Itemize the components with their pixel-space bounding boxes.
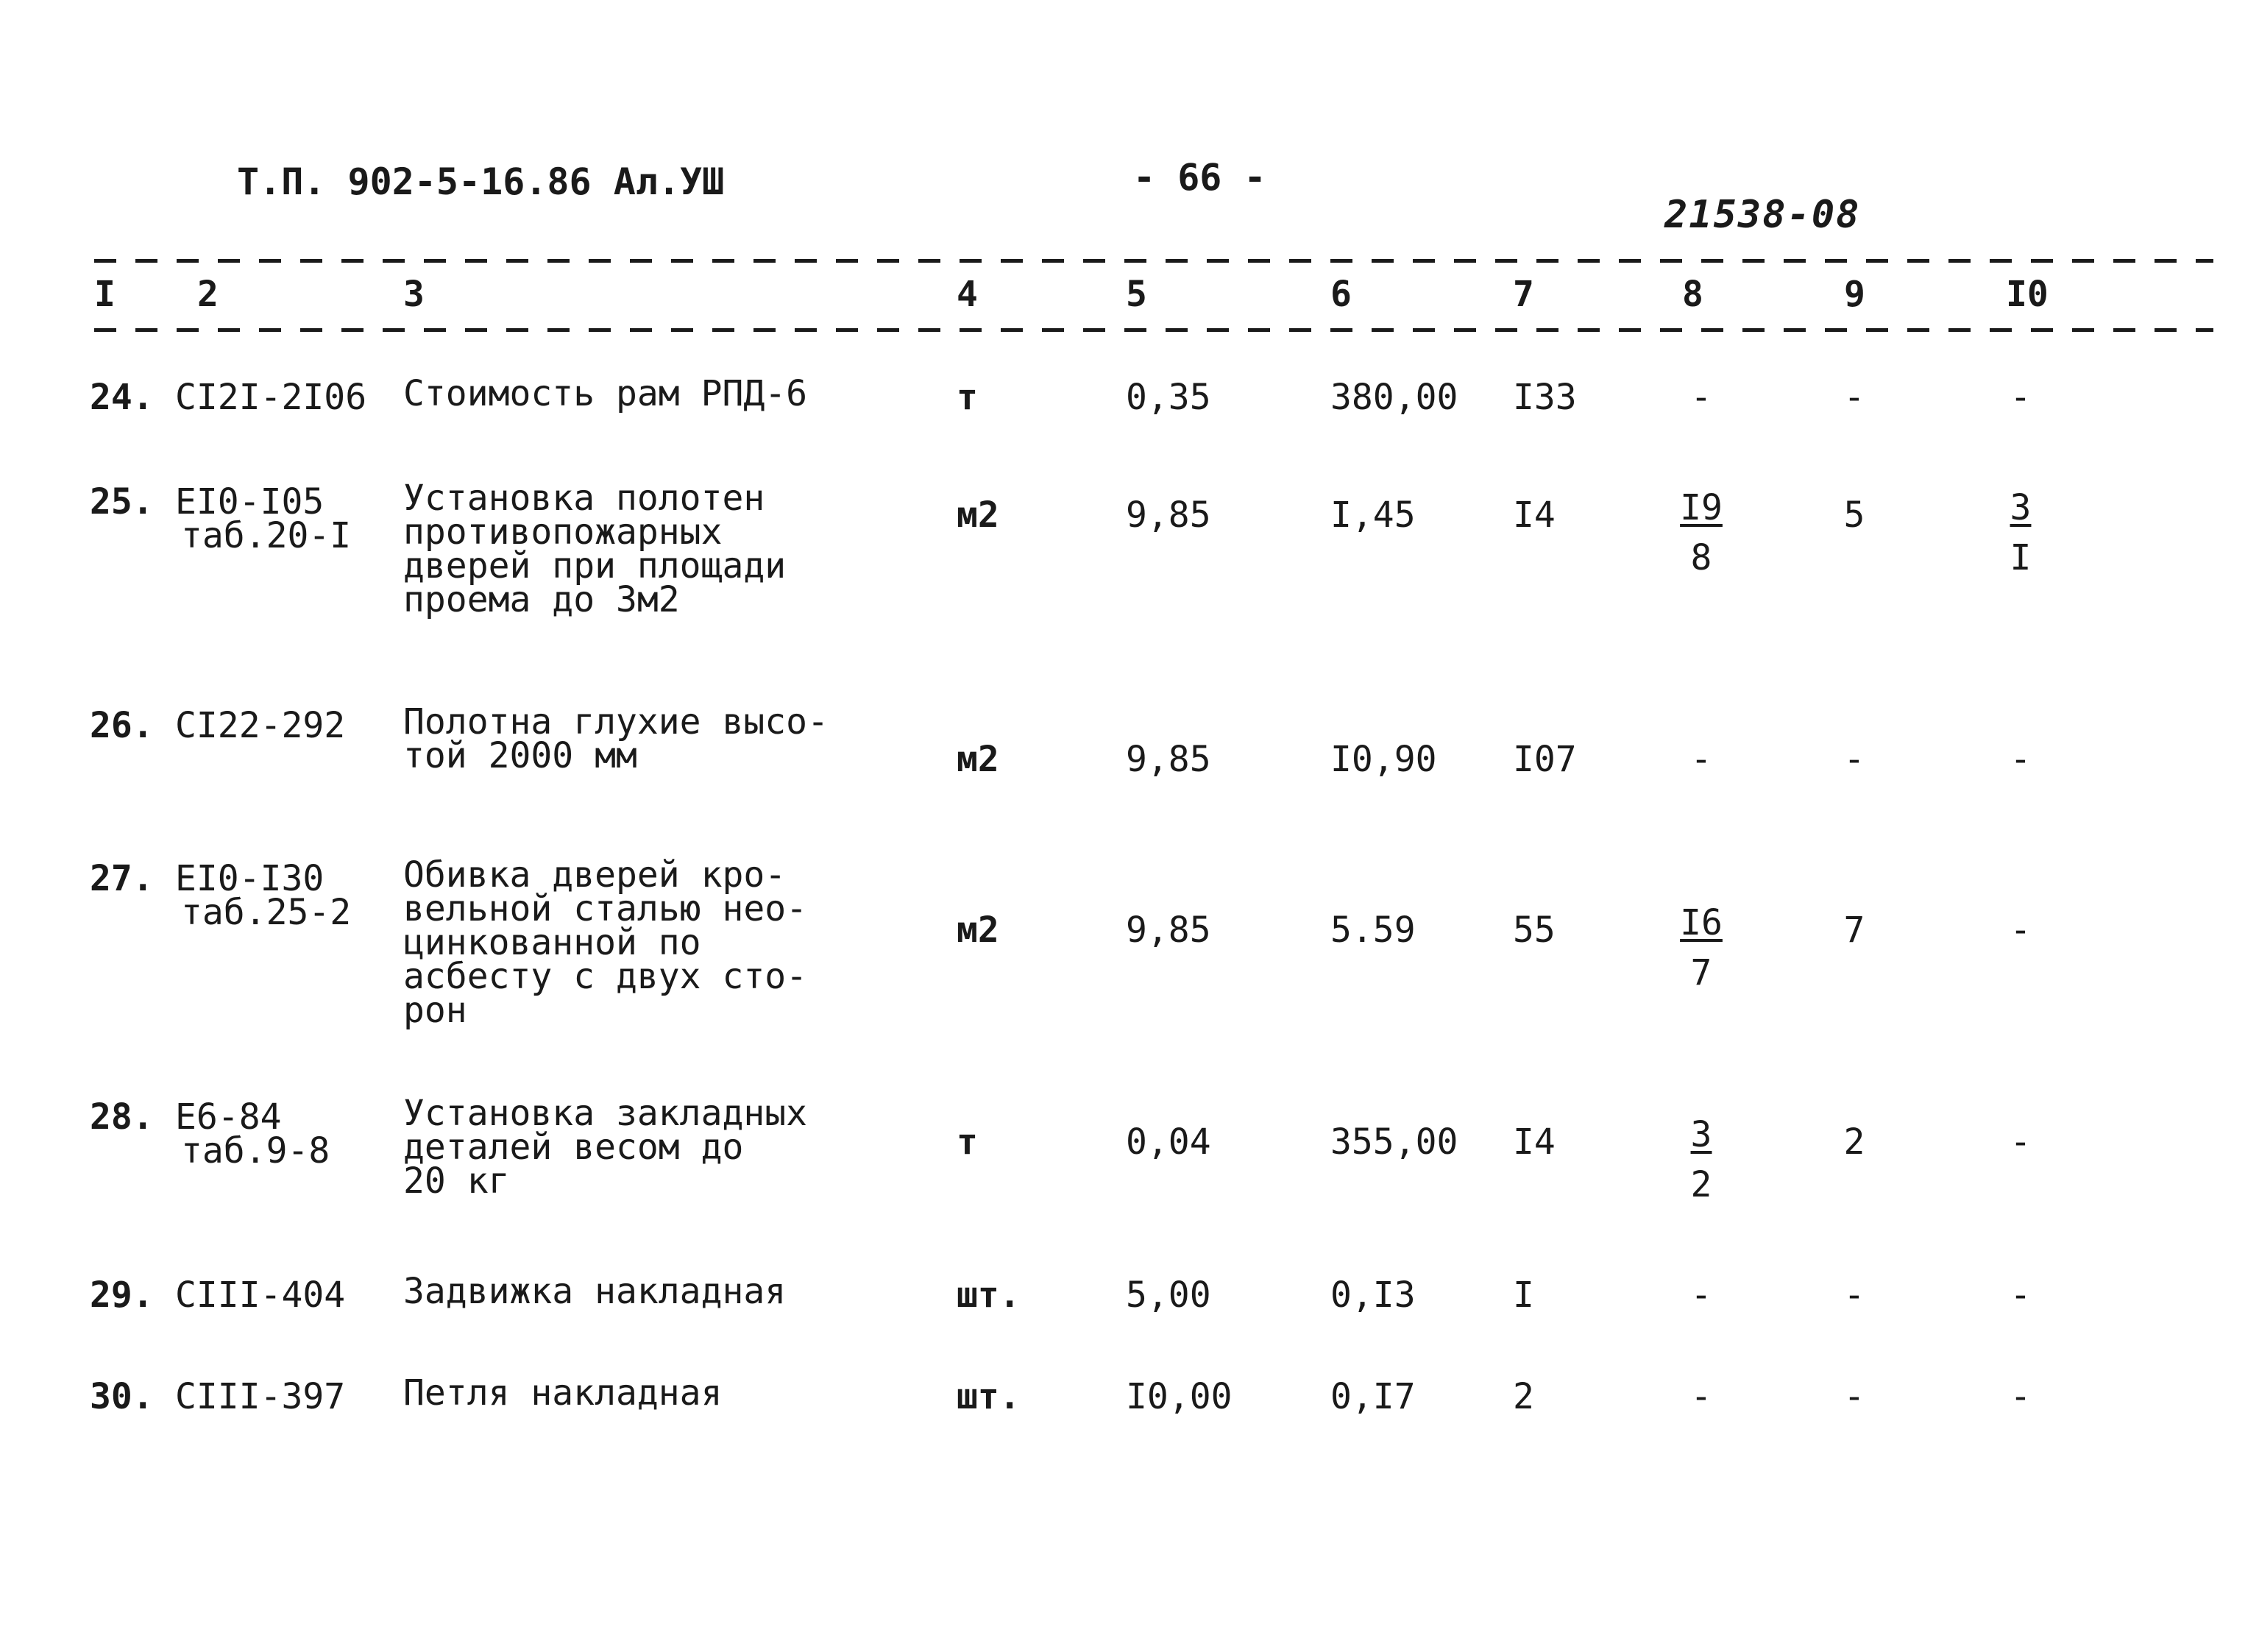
row-col8-fraction bbox=[1679, 898, 1723, 998]
row-quantity: 9,85 bbox=[1126, 910, 1211, 951]
row-col9: 5 bbox=[1843, 494, 1865, 536]
row-number: 26. bbox=[90, 705, 154, 746]
row-quantity: 9,85 bbox=[1126, 739, 1211, 780]
row-description: Установка закладных деталей весом до 20 кг bbox=[403, 1093, 808, 1202]
row-code: CI22-292 bbox=[175, 705, 346, 746]
row-col10: - bbox=[2010, 910, 2032, 951]
row-quantity: 0,04 bbox=[1126, 1121, 1211, 1163]
row-description: Петля накладная bbox=[403, 1372, 723, 1414]
row-total: I bbox=[1513, 1275, 1534, 1316]
col-header-7: 7 bbox=[1513, 274, 1534, 315]
row-col10: - bbox=[2010, 1376, 2032, 1417]
col-header-3: 3 bbox=[403, 274, 425, 315]
row-col9: 2 bbox=[1843, 1121, 1865, 1163]
document-reference: Т.П. 902-5-16.86 Ал.УШ bbox=[237, 160, 725, 203]
row-total: I4 bbox=[1513, 1121, 1556, 1163]
header-bottom-dashed-rule bbox=[94, 328, 2213, 332]
row-col10-fraction bbox=[2006, 483, 2035, 583]
row-unit-price: 5.59 bbox=[1330, 910, 1416, 951]
row-number: 27. bbox=[90, 858, 154, 899]
row-col8: - bbox=[1690, 739, 1712, 780]
document-code: 21538-08 bbox=[1664, 193, 1861, 237]
fraction-denominator: 8 bbox=[1690, 537, 1712, 578]
row-unit: т bbox=[957, 1121, 978, 1163]
row-code: EI0-I30 bbox=[175, 858, 325, 899]
row-col9: - bbox=[1843, 1275, 1865, 1316]
row-description: Задвижка накладная bbox=[403, 1271, 787, 1312]
row-total: I33 bbox=[1513, 377, 1577, 418]
row-quantity: 5,00 bbox=[1126, 1275, 1211, 1316]
fraction-denominator: I bbox=[2010, 537, 2032, 578]
row-unit-price: 355,00 bbox=[1330, 1121, 1458, 1163]
row-code-table: таб.25-2 bbox=[181, 892, 352, 933]
row-unit-price: 0,I3 bbox=[1330, 1275, 1416, 1316]
row-unit-price: I,45 bbox=[1330, 494, 1416, 536]
row-number: 24. bbox=[90, 377, 154, 418]
row-code: CI2I-2I06 bbox=[175, 377, 367, 418]
row-total: I4 bbox=[1513, 494, 1556, 536]
fraction-numerator: 3 bbox=[2010, 487, 2032, 528]
row-code: E6-84 bbox=[175, 1096, 282, 1138]
row-total: I07 bbox=[1513, 739, 1577, 780]
row-code: CIII-404 bbox=[175, 1275, 346, 1316]
row-description: Полотна глухие высо- той 2000 мм bbox=[403, 701, 829, 776]
fraction-denominator: 7 bbox=[1690, 952, 1712, 993]
row-col10: - bbox=[2010, 377, 2032, 418]
row-unit: м2 bbox=[957, 739, 999, 780]
col-header-5: 5 bbox=[1126, 274, 1147, 315]
row-col10: - bbox=[2010, 739, 2032, 780]
row-number: 25. bbox=[90, 481, 154, 522]
row-col10: - bbox=[2010, 1275, 2032, 1316]
col-header-10: I0 bbox=[2006, 274, 2049, 315]
row-col8: - bbox=[1690, 377, 1712, 418]
row-col8: - bbox=[1690, 1376, 1712, 1417]
row-unit-price: 380,00 bbox=[1330, 377, 1458, 418]
top-dashed-rule bbox=[94, 259, 2213, 263]
row-description: Установка полотен противопожарных дверей при площади проема до 3м2 bbox=[403, 478, 787, 620]
row-description: Обивка дверей кро- вельной сталью нео- цинкованной по асбесту с двух сто- рон bbox=[403, 854, 808, 1031]
row-col9: 7 bbox=[1843, 910, 1865, 951]
col-header-8: 8 bbox=[1682, 274, 1703, 315]
row-unit: т bbox=[957, 377, 978, 418]
row-unit-price: I0,90 bbox=[1330, 739, 1437, 780]
row-number: 30. bbox=[90, 1376, 154, 1417]
col-header-4: 4 bbox=[957, 274, 978, 315]
row-code: CIII-397 bbox=[175, 1376, 346, 1417]
row-quantity: 0,35 bbox=[1126, 377, 1211, 418]
fraction-denominator: 2 bbox=[1690, 1164, 1712, 1205]
fraction-numerator: 3 bbox=[1690, 1114, 1712, 1155]
row-code-table: таб.20-I bbox=[181, 515, 352, 556]
row-code: EI0-I05 bbox=[175, 481, 325, 522]
row-col8-fraction bbox=[1679, 483, 1723, 583]
row-number: 28. bbox=[90, 1096, 154, 1138]
fraction-numerator: I9 bbox=[1680, 487, 1723, 528]
row-col10: - bbox=[2010, 1121, 2032, 1163]
row-total: 2 bbox=[1513, 1376, 1534, 1417]
row-unit: шт. bbox=[957, 1376, 1021, 1417]
row-col9: - bbox=[1843, 1376, 1865, 1417]
row-col8: - bbox=[1690, 1275, 1712, 1316]
row-unit-price: 0,I7 bbox=[1330, 1376, 1416, 1417]
row-col9: - bbox=[1843, 377, 1865, 418]
col-header-9: 9 bbox=[1844, 274, 1865, 315]
row-unit: шт. bbox=[957, 1275, 1021, 1316]
row-col8-fraction bbox=[1679, 1110, 1723, 1210]
col-header-1: I bbox=[94, 274, 116, 315]
row-number: 29. bbox=[90, 1275, 154, 1316]
page-number: - 66 - bbox=[1133, 156, 1266, 199]
row-col9: - bbox=[1843, 739, 1865, 780]
row-unit: м2 bbox=[957, 910, 999, 951]
col-header-2: 2 bbox=[197, 274, 219, 315]
row-total: 55 bbox=[1513, 910, 1556, 951]
fraction-numerator: I6 bbox=[1680, 902, 1723, 943]
row-quantity: I0,00 bbox=[1126, 1376, 1233, 1417]
row-quantity: 9,85 bbox=[1126, 494, 1211, 536]
row-unit: м2 bbox=[957, 494, 999, 536]
row-code-table: таб.9-8 bbox=[181, 1130, 330, 1171]
row-description: Стоимость рам РПД-6 bbox=[403, 373, 808, 414]
col-header-6: 6 bbox=[1330, 274, 1352, 315]
